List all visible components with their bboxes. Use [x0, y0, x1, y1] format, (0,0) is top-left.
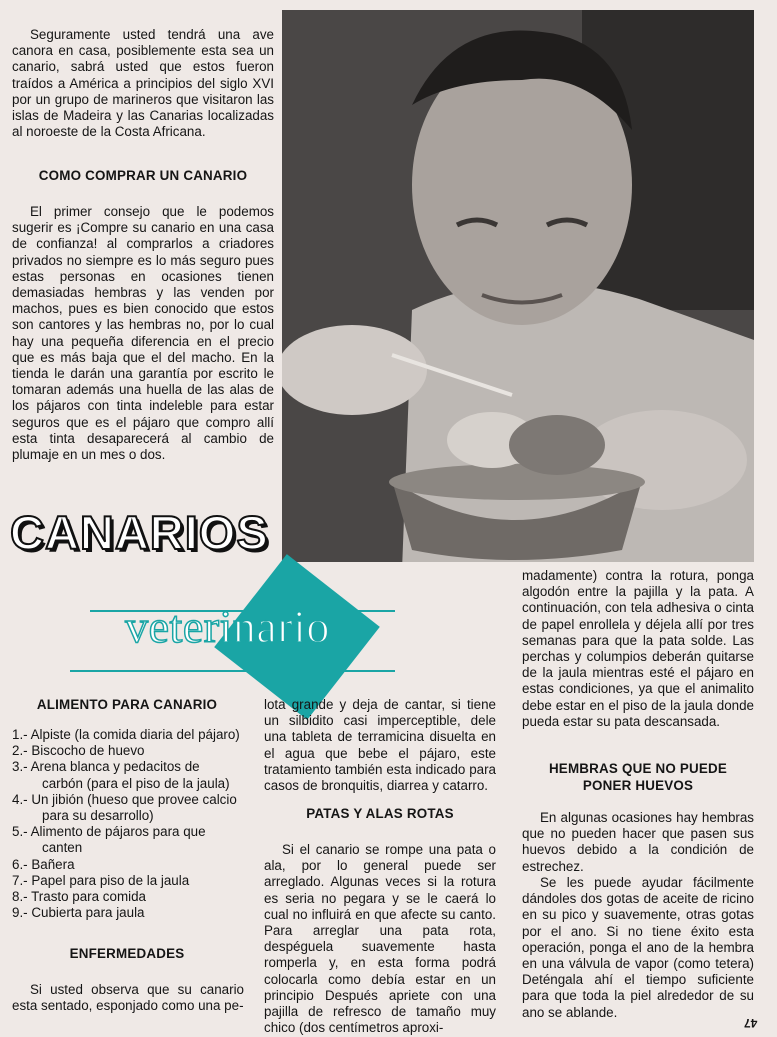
- list-item: 7.- Papel para piso de la jaula: [12, 872, 190, 888]
- heading-enfermedades: ENFERMEDADES: [69, 946, 185, 961]
- heading-patas-alas: PATAS Y ALAS ROTAS: [306, 806, 454, 821]
- page-number: 47: [744, 1016, 758, 1030]
- hembras-paragraph-2: Se les puede ayudar fácilmente dándoles dos gotas de aceite de ricino en su pico y suavemente, otras gotas por el ano. Si no tiene éxito esta operación, ponga el ano de la hembra en una válvula de vapor (como tetera) Deténgala ahí el tiempo suficiente para que toda la piel alrededor de su ano se ablande.: [522, 875, 754, 1020]
- list-item: 5.- Alimento de pájaros para que canten: [12, 824, 206, 856]
- enfermedades-paragraph-start: Si usted observa que su canario esta sentado, esponjado como una pe-: [12, 982, 244, 1014]
- heading-hembras: [522, 760, 754, 794]
- list-item: 4.- Un jibión (hueso que provee calcio para su desarrollo): [12, 791, 237, 824]
- title-veterinario: veterinario: [125, 601, 330, 652]
- enfermedades-paragraph-continued: lota grande y deja de cantar, si tiene un silbidito casi imperceptible, dele una tableta de terramicina disuelta en el agua que bebe el pájaro, este tratamiento también esta indicado para casos de bronquitis, diarrea y catarro.: [264, 697, 496, 794]
- photo-man-with-canaries: [282, 10, 754, 562]
- list-item: 6.- Bañera: [12, 856, 75, 872]
- title-canarios: CANARIOS: [10, 506, 269, 559]
- heading-alimento: ALIMENTO PARA CANARIO: [36, 697, 218, 712]
- patas-paragraph-start: Si el canario se rompe una pata o ala, por lo general puede ser arreglado. Algunas veces si la rotura es seria no pegara y se le caerá lo cual no influirá en que afecte su canto. Para arreglar una pata rota, despéguela suavemente hasta romperla y, en esta forma podrá colocarla como debía estar en un principio Después apriete con una pajilla de refresco de tamaño muy chico (dos centímetros aproxi-: [264, 842, 496, 1036]
- alimento-list: [12, 727, 242, 921]
- heading-hembras-line2: PONER HUEVOS: [582, 778, 694, 793]
- veterinario-banner: [60, 578, 395, 698]
- list-item: 2.- Biscocho de huevo: [12, 743, 145, 759]
- intro-paragraph: Seguramente usted tendrá una ave canora en casa, posiblemente esta sea un canario, sabrá usted que estos fueron traídos a América a principios del siglo XVI por un grupo de marineros que visitaron las islas de Madeira y las Canarias localizadas al noroeste de la Costa Africana.: [12, 27, 274, 140]
- hembras-paragraph-1: En algunas ocasiones hay hembras que no pueden hacer que pasen sus huevos debido a la condición de estrechez.: [522, 810, 754, 874]
- list-item: 9.- Cubierta para jaula: [12, 905, 145, 921]
- patas-paragraph-continued: madamente) contra la rotura, ponga algodón entre la pajilla y la pata. A continuación, con tela adhesiva o cinta de papel enrollela y déjela allí por tres semanas para que la pata solde. Las perchas y columpios deberán quitarse de la jaula mientras esté el pájaro en estas condiciones, ya que el animalito debe estar en el piso de la jaula donde pueda estar su pata descansada.: [522, 568, 754, 729]
- banner-line-bottom: [70, 670, 395, 672]
- list-item: 1.- Alpiste (la comida diaria del pájaro): [12, 727, 240, 742]
- heading-hembras-line1: HEMBRAS QUE NO PUEDE: [548, 761, 728, 776]
- list-item: 3.- Arena blanca y pedacitos de carbón (para el piso de la jaula): [12, 759, 230, 791]
- comprar-paragraph: El primer consejo que le podemos sugerir es ¡Compre su canario en una casa de confianza! al comprarlos a criadores privados no siempre es lo más seguro pues estas personas en ocasiones tienen demasiadas hembras y las venden por machos, pues es bien conocido que estos son cantores y las hembras no, por lo cual hay una pequeña diferencia en el precio que es más baja que el del macho. En la tienda le darán una garantía por escrito le tomaran además una huella de las alas de los pájaros con tinta indeleble para estar seguros que es el pájaro que compro allí esta tinta desaparecerá al cambio de plumaje en un mes o dos.: [12, 204, 274, 463]
- list-item: 8.- Trasto para comida: [12, 889, 146, 905]
- heading-como-comprar: COMO COMPRAR UN CANARIO: [38, 168, 248, 183]
